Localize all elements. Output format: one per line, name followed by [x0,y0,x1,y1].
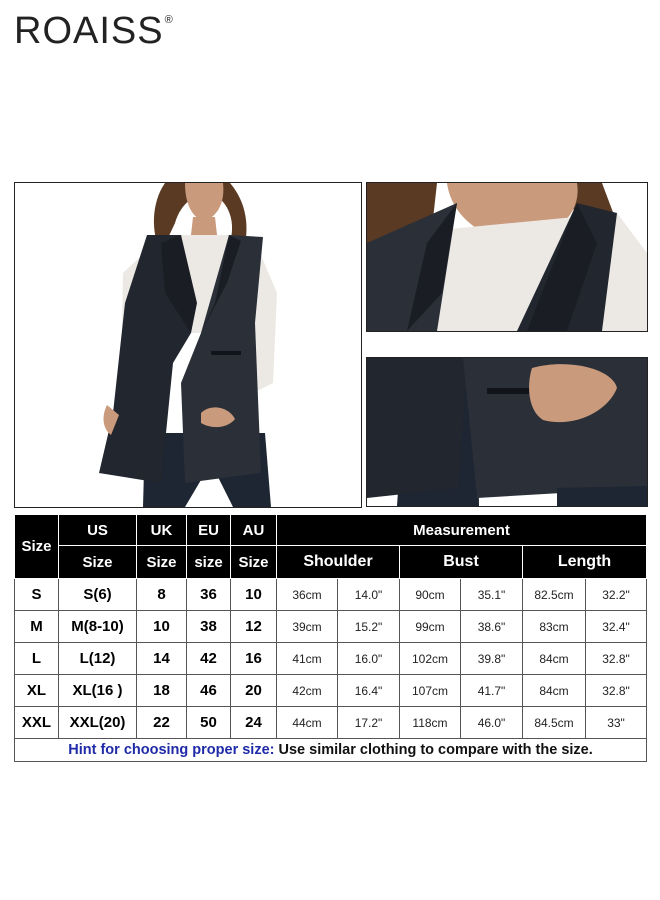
header-shoulder: Shoulder [277,546,400,579]
cell-shoulder-cm: 41cm [277,643,338,675]
header-eu-top: EU [187,515,231,546]
brand-name: ROAISS [14,10,164,52]
cell-size: XXL [15,707,59,739]
header-length: Length [523,546,647,579]
header-au-bottom: Size [231,546,277,579]
hint-label: Hint for choosing proper size: [68,742,275,758]
cell-us: S(6) [59,579,137,611]
neckline-illustration [367,183,647,331]
cell-us: XXL(20) [59,707,137,739]
product-photo-detail-pocket [366,357,648,507]
cell-length-in: 32.8" [586,675,647,707]
cell-us: M(8-10) [59,611,137,643]
cell-bust-in: 46.0" [461,707,523,739]
cell-length-cm: 84.5cm [523,707,586,739]
cell-eu: 38 [187,611,231,643]
cell-length-cm: 84cm [523,675,586,707]
cell-shoulder-cm: 44cm [277,707,338,739]
cell-length-in: 32.4" [586,611,647,643]
cell-size: L [15,643,59,675]
size-rows [15,579,647,739]
cell-shoulder-in: 16.0" [338,643,400,675]
cell-us: L(12) [59,643,137,675]
cell-bust-cm: 90cm [400,579,461,611]
cell-length-cm: 84cm [523,643,586,675]
size-hint [15,739,647,762]
cell-au: 10 [231,579,277,611]
cell-eu: 42 [187,643,231,675]
cell-size: S [15,579,59,611]
brand-logo [14,10,174,53]
cell-size: M [15,611,59,643]
cell-shoulder-cm: 39cm [277,611,338,643]
header-uk-bottom: Size [137,546,187,579]
header-bust: Bust [400,546,523,579]
size-chart-table [14,514,647,762]
cell-length-in: 32.2" [586,579,647,611]
cell-bust-cm: 118cm [400,707,461,739]
cell-eu: 36 [187,579,231,611]
cell-bust-in: 41.7" [461,675,523,707]
cell-bust-in: 35.1" [461,579,523,611]
cell-shoulder-cm: 42cm [277,675,338,707]
cell-length-in: 33" [586,707,647,739]
table-row [15,611,647,643]
pocket-illustration [367,358,647,506]
cell-size: XL [15,675,59,707]
cell-au: 16 [231,643,277,675]
cell-length-cm: 82.5cm [523,579,586,611]
header-size: Size [15,515,59,579]
cell-uk: 18 [137,675,187,707]
header-us-top: US [59,515,137,546]
cell-bust-cm: 102cm [400,643,461,675]
header-au-top: AU [231,515,277,546]
cell-au: 12 [231,611,277,643]
header-uk-top: UK [137,515,187,546]
table-row [15,707,647,739]
cell-shoulder-in: 15.2" [338,611,400,643]
cell-bust-cm: 107cm [400,675,461,707]
header-eu-bottom: size [187,546,231,579]
cell-uk: 14 [137,643,187,675]
header-us-bottom: Size [59,546,137,579]
cell-uk: 10 [137,611,187,643]
cell-length-in: 32.8" [586,643,647,675]
table-row [15,675,647,707]
cell-uk: 22 [137,707,187,739]
cell-shoulder-in: 14.0" [338,579,400,611]
cell-us: XL(16 ) [59,675,137,707]
cell-shoulder-in: 16.4" [338,675,400,707]
product-photo-detail-neckline [366,182,648,332]
product-photo-main [14,182,362,508]
cell-bust-in: 39.8" [461,643,523,675]
model-illustration [15,183,361,507]
header-measurement: Measurement [277,515,647,546]
cell-bust-in: 38.6" [461,611,523,643]
cell-au: 20 [231,675,277,707]
cell-shoulder-in: 17.2" [338,707,400,739]
cell-shoulder-cm: 36cm [277,579,338,611]
table-row [15,579,647,611]
cell-uk: 8 [137,579,187,611]
table-row [15,643,647,675]
cell-bust-cm: 99cm [400,611,461,643]
cell-length-cm: 83cm [523,611,586,643]
registered-mark: ® [164,14,174,27]
cell-eu: 50 [187,707,231,739]
hint-text: Use similar clothing to compare with the size. [274,742,593,758]
cell-eu: 46 [187,675,231,707]
cell-au: 24 [231,707,277,739]
